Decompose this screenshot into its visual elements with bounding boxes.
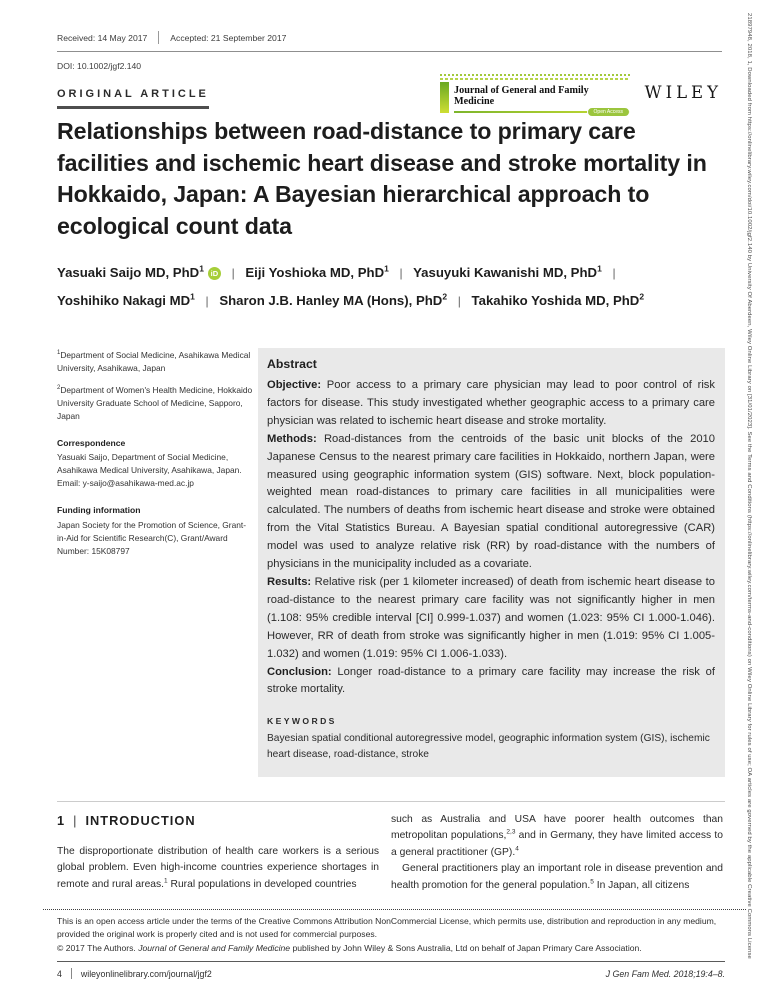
heading-separator: | xyxy=(73,813,78,828)
abstract-methods: Methods: Road-distances from the centroids of the basic unit blocks of the 2010 Japanese Census to the nearest primary care facilities in Hokkaido, northern Japan, were measured using geographic information system (GIS) software. Next, block population-weighted mean road-distances to primary care facilities in all municipalities were calculated. The numbers of deaths from ischemic heart disease and stroke were obtained from the Vital Statistics Bureau. A Bayesian spatial conditional autoregressive (CAR) model was used to analyze relative risk (RR) by road-distance with the numbers of physicians in the municipality included as a covariate. xyxy=(267,432,715,571)
affiliation-superscript: 1 xyxy=(190,291,195,302)
intro-paragraph-2: General practitioners play an important role in disease prevention and health promotion for the general population.$^5$ In Japan, all citizens xyxy=(391,863,723,891)
author-separator: | xyxy=(231,266,235,280)
reference-superscript: 1 xyxy=(164,877,168,885)
author: Takahiko Yoshida MD, PhD$^2$ xyxy=(471,291,645,308)
banner-microtext-decoration xyxy=(440,74,630,76)
funding-heading: Funding information xyxy=(57,505,141,516)
banner-microtext-decoration xyxy=(440,78,630,80)
intro-column-right xyxy=(391,812,723,894)
correspondence-text: Yasuaki Saijo, Department of Social Medicine, Asahikawa Medical University, Asahikawa, Japan. xyxy=(57,452,242,476)
author: Yasuaki Saijo MD, PhD$^1$ xyxy=(57,263,204,280)
author: Eiji Yoshioka MD, PhD$^1$ xyxy=(245,263,389,280)
abstract-results: Results: Relative risk (per 1 kilometer increased) of death from ischemic heart disease to road-distance to the nearest primary care facility was not significantly higher in men (1.108: 95% credible interval [CI] 0.999-1.037) and women (1.023: 95% CI 1.000-1.046). However, RR of death from stroke was significantly higher in men (1.019: 95% CI 1.005-1.032) and women (1.019: 95% CI 1.006-1.033). xyxy=(267,575,715,660)
page-number: 4 xyxy=(57,968,62,979)
reference-superscript: 4 xyxy=(515,845,519,853)
abstract-objective: Objective: Poor access to a primary care physician may lead to poor control of risk factors for disease. This study investigated whether geographic access to a primary care physician was related to ischemic heart disease and stroke mortality. xyxy=(267,379,715,427)
author-separator: | xyxy=(457,294,461,308)
orcid-icon[interactable]: iD xyxy=(208,267,221,280)
keywords-heading: KEYWORDS xyxy=(267,716,337,727)
open-access-badge: Open Access xyxy=(587,107,630,117)
journal-citation: J Gen Fam Med. 2018;19:4–8. xyxy=(605,968,725,979)
section-title: INTRODUCTION xyxy=(85,813,196,828)
doi: DOI: 10.1002/jgf2.140 xyxy=(57,61,142,71)
journal-logo xyxy=(440,74,630,113)
author: Sharon J.B. Hanley MA (Hons), PhD$^2$ xyxy=(219,291,448,308)
journal-name: Journal of General and Family Medicine xyxy=(454,85,589,107)
section-divider xyxy=(57,801,725,802)
correspondence-email: Email: y-saijo@asahikawa-med.ac.jp xyxy=(57,478,194,489)
correspondence-heading: Correspondence xyxy=(57,437,126,448)
abstract-box xyxy=(258,348,725,777)
affiliation-1: $^1$Department of Social Medicine, Asahikawa Medical University, Asahikawa, Japan xyxy=(57,350,251,373)
author: Yasuyuki Kawanishi MD, PhD$^1$ xyxy=(413,263,602,280)
license-note xyxy=(57,915,725,955)
affiliation-superscript: 2 xyxy=(442,291,448,302)
reference-superscript: 2,3 xyxy=(506,828,516,836)
intro-heading xyxy=(57,813,379,828)
page-title: Relationships between road-distance to primary care facilities and ischemic heart disease and stroke mortality in Hokkaido, Japan: A Bayesian hierarchical approach to ecological count data xyxy=(57,118,707,239)
article-type-label: ORIGINAL ARTICLE xyxy=(57,88,209,109)
intro-column-left xyxy=(57,813,379,893)
article-info-column xyxy=(57,349,254,567)
keywords-text: Bayesian spatial conditional autoregressive model, geographic information system (GIS), ischemic heart disease, road-distance, stroke xyxy=(267,733,710,761)
affiliation-superscript: 2 xyxy=(639,291,645,302)
received-date: Received: 14 May 2017 xyxy=(57,32,148,43)
open-access-license-text: This is an open access article under the terms of the Creative Commons Attribution NonCommercial License, which permits use, distribution and reproduction in any medium, provided the original work is properly cited and is not used for commercial purposes. xyxy=(57,916,717,940)
abstract-heading: Abstract xyxy=(267,357,317,371)
author-separator: | xyxy=(205,294,209,308)
affiliation-superscript: 1 xyxy=(199,263,204,274)
journal-name-italic: Journal of General and Family Medicine xyxy=(138,942,291,953)
funding-text: Japan Society for the Promotion of Science, Grant-in-Aid for Scientific Research(C), Grant/Award Number: 15K08797 xyxy=(57,520,246,556)
author-list xyxy=(57,259,727,315)
copyright-line: © 2017 The Authors. Journal of General and Family Medicine published by John Wiley & Sons Australia, Ltd on behalf of Japan Primary Care Association. xyxy=(57,942,642,953)
download-attribution-sidebar: 21897948, 2018, 1, Downloaded from https://onlinelibrary.wiley.com/doi/10.1002/jgf2.140 by University Of Aberdeen, Wiley Online Library on [31/01/2023]. See the Terms and Conditions (https://onlinelibrary.wiley.com/terms-and-conditions) on Wiley Online Library for rules of use; OA articles are governed by the applicable Creative Commons License xyxy=(746,13,752,959)
section-number: 1 xyxy=(57,813,66,828)
author-separator: | xyxy=(612,266,616,280)
banner-green-bar xyxy=(440,82,449,113)
accepted-date: Accepted: 21 September 2017 xyxy=(170,32,287,43)
footer-rule xyxy=(57,961,725,962)
affiliation-2: $^2$Department of Women's Health Medicine, Hokkaido University Graduate School of Medicine, Sapporo, Japan xyxy=(57,384,253,421)
affiliation-superscript: 1 xyxy=(597,263,602,274)
abstract-conclusion: Conclusion: Longer road-distance to a primary care facility may increase the risk of stroke mortality. xyxy=(267,665,715,696)
banner-underline xyxy=(454,111,630,113)
author-separator: | xyxy=(399,266,403,280)
intro-paragraph-1: The disproportionate distribution of health care workers is a serious global problem. Even high-income countries experience shortages in remote and rural areas.$^1$ Rural populations in developed countries xyxy=(57,846,379,890)
received-accepted-row xyxy=(57,31,722,52)
meta-divider xyxy=(158,31,159,44)
footer-row xyxy=(57,968,725,979)
journal-site-link: wileyonlinelibrary.com/journal/jgf2 xyxy=(80,968,212,979)
reference-superscript: 5 xyxy=(590,878,594,886)
footnote-dotted-divider xyxy=(43,909,746,910)
affiliation-superscript: 1 xyxy=(384,263,389,274)
footer-separator xyxy=(71,968,72,979)
wiley-logo: WILEY xyxy=(644,83,722,102)
intro-paragraph-1-continued: such as Australia and USA have poorer health outcomes than metropolitan populations,$^{2,3}$ and in Germany, they have limited access to a general practitioner (GP).$^4$ xyxy=(391,814,724,858)
author: Yoshihiko Nakagi $MD^1$ xyxy=(57,291,195,308)
